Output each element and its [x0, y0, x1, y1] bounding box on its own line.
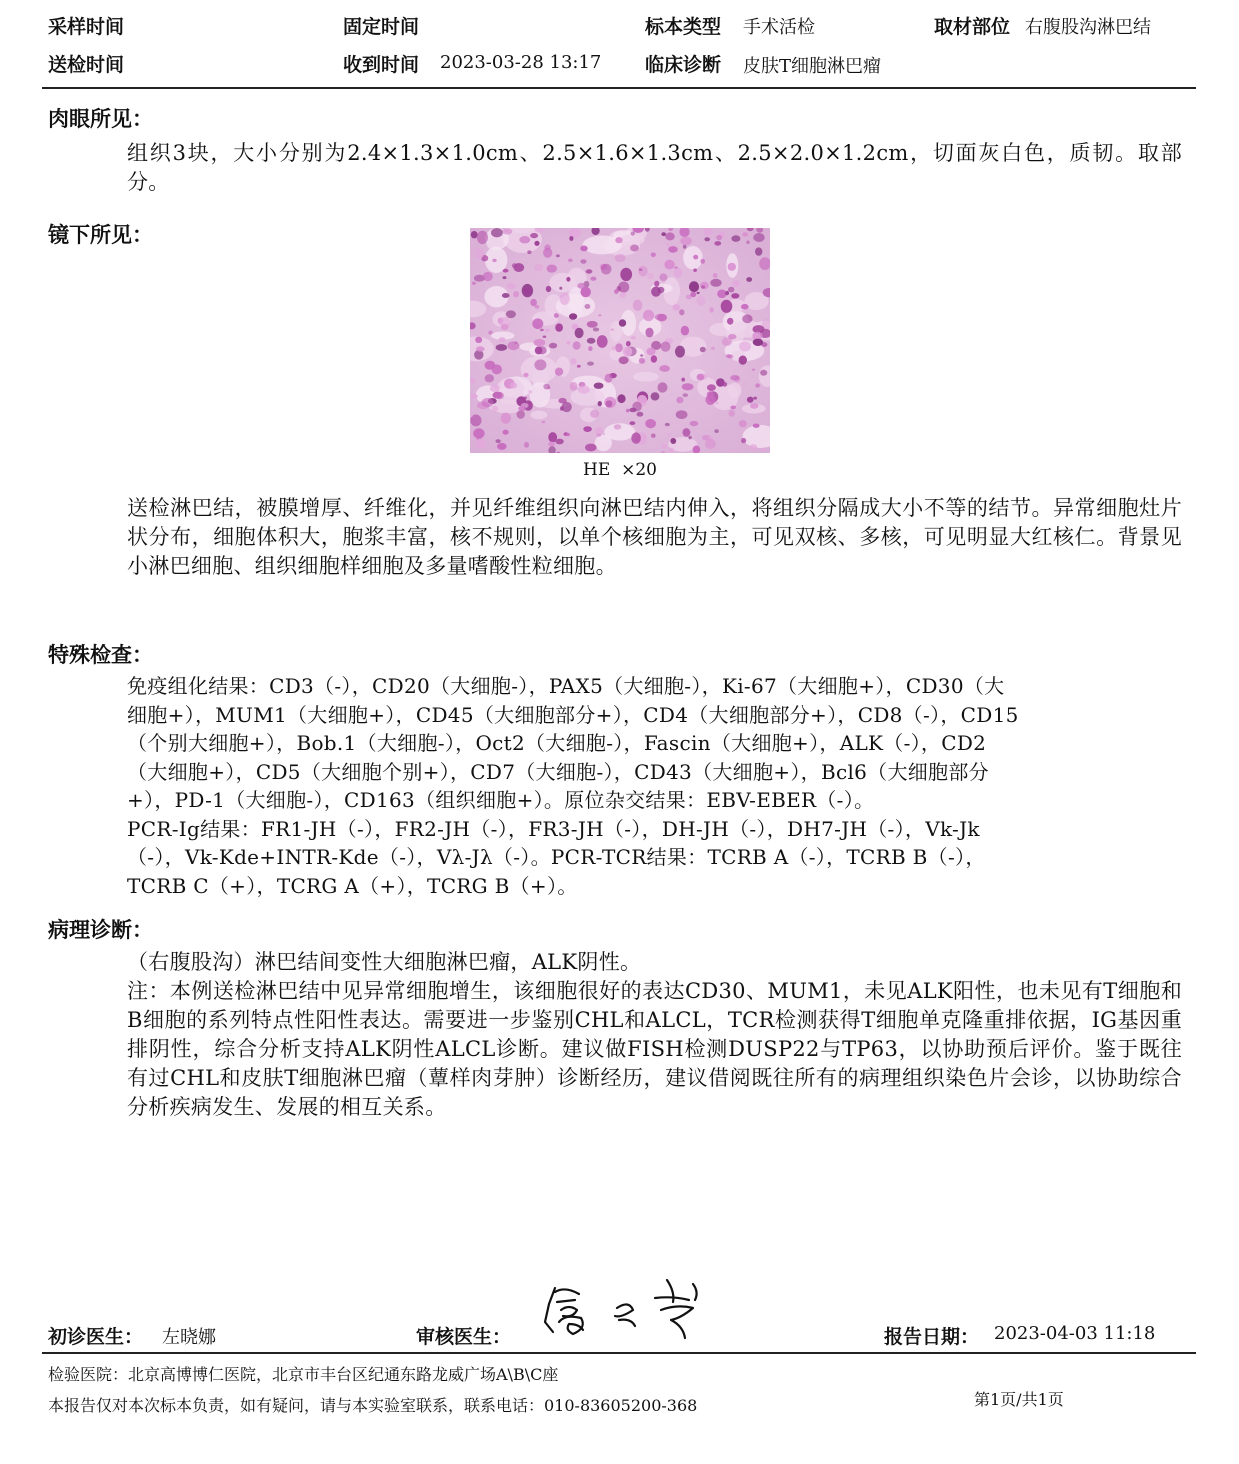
received-time-value: 2023-03-28 13:17 [440, 52, 602, 73]
footer-hospital: 检验医院：北京高博博仁医院，北京市丰台区纪通东路龙威广场A\B\C座 [48, 1365, 559, 1384]
special-line: （个别大细胞+），Bob.1（大细胞-），Oct2（大细胞-），Fascin（大细胞+），ALK（-），CD2 [127, 731, 987, 755]
gross-title: 肉眼所见： [48, 106, 153, 131]
diagnosis-line: （右腹股沟）淋巴结间变性大细胞淋巴瘤，ALK阴性。 [127, 950, 642, 974]
special-text [127, 672, 1187, 900]
special-line: PCR-Ig结果：FR1-JH（-），FR2-JH（-），FR3-JH（-），DH-JH（-），DH7-JH（-），Vk-Jk [127, 816, 980, 841]
special-title: 特殊检查： [48, 642, 153, 667]
report-date-label: 报告日期： [884, 1326, 980, 1348]
clinical-dx-label: 临床诊断 [645, 54, 722, 76]
first-doctor-value: 左晓娜 [162, 1327, 216, 1348]
fixation-time-label: 固定时间 [343, 16, 420, 38]
header-divider [42, 87, 1196, 89]
special-line: （大细胞+），CD5（大细胞个别+），CD7（大细胞-），CD43（大细胞+），Bcl6（大细胞部分 [127, 759, 989, 784]
micrograph-caption: HE ×20 [583, 460, 657, 480]
report-date-value: 2023-04-03 11:18 [994, 1323, 1156, 1344]
special-line: TCRB C（+），TCRG A（+），TCRG B（+）。 [127, 873, 578, 898]
submit-time-label: 送检时间 [48, 54, 125, 76]
micro-text: 送检淋巴结，被膜增厚、纤维化，并见纤维组织向淋巴结内伸入，将组织分隔成大小不等的结节。异常细胞灶片状分布，细胞体积大，胞浆丰富，核不规则，以单个核细胞为主，可见双核、多核，可见明显大红核仁。背景见小淋巴细胞、组织细胞样细胞及多量嗜酸性粒细胞。 [127, 496, 1182, 578]
sampling-time-label: 采样时间 [48, 16, 125, 38]
special-line: 免疫组化结果：CD3（-），CD20（大细胞-），PAX5（大细胞-），Ki-67（大细胞+），CD30（大 [127, 674, 1005, 698]
received-time-label: 收到时间 [343, 54, 420, 76]
footer-divider [42, 1352, 1196, 1354]
page-number: 第1页/共1页 [974, 1390, 1064, 1409]
reviewer-label: 审核医生： [416, 1326, 512, 1348]
clinical-dx-value: 皮肤T细胞淋巴瘤 [743, 56, 882, 77]
special-line: +），PD-1（大细胞-），CD163（组织细胞+）。原位杂交结果：EBV-EBER（-）。 [127, 788, 875, 812]
diagnosis-title: 病理诊断： [48, 917, 153, 942]
he-micrograph-image [470, 228, 770, 453]
special-line: 细胞+），MUM1（大细胞+），CD45（大细胞部分+），CD4（大细胞部分+），CD8（-），CD15 [127, 702, 1019, 727]
site-label: 取材部位 [934, 16, 1011, 38]
specimen-type-value: 手术活检 [743, 17, 815, 38]
special-line: （-），Vk-Kde+INTR-Kde（-），Vλ-Jλ（-）。PCR-TCR结果：TCRB A（-），TCRB B（-）， [127, 845, 986, 869]
footer-disclaimer: 本报告仅对本次标本负责，如有疑问，请与本实验室联系，联系电话：010-83605200-368 [48, 1396, 698, 1415]
micro-title: 镜下所见： [48, 222, 153, 247]
reviewer-signature [535, 1270, 715, 1350]
first-doctor-label: 初诊医生： [48, 1326, 144, 1348]
specimen-type-label: 标本类型 [645, 16, 722, 38]
site-value: 右腹股沟淋巴结 [1025, 17, 1151, 38]
diagnosis-note: 注：本例送检淋巴结中见异常细胞增生，该细胞很好的表达CD30、MUM1，未见ALK阳性，也未见有T细胞和B细胞的系列特点性阳性表达。需要进一步鉴别CHL和ALCL，TCR检测获得T细胞单克隆重排依据，IG基因重排阴性，综合分析支持ALK阴性ALCL诊断。建议做FISH检测DUSP22与TP63，以协助预后评价。鉴于既往有过CHL和皮肤T细胞淋巴瘤（蕈样肉芽肿）诊断经历，建议借阅既往所有的病理组织染色片会诊，以协助综合分析疾病发生、发展的相互关系。 [127, 979, 1182, 1119]
gross-text: 组织3块，大小分别为2.4×1.3×1.0cm、2.5×1.6×1.3cm、2.5×2.0×1.2cm，切面灰白色，质韧。取部分。 [127, 141, 1182, 194]
